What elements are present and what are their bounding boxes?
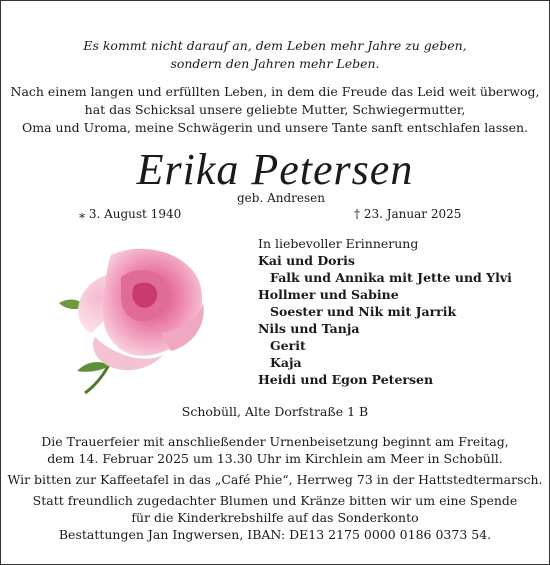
intro-line: Nach einem langen und erfüllten Leben, in dem die Freude das Leid weit überwog, xyxy=(10,84,540,99)
maiden-name: geb. Andresen xyxy=(237,191,325,205)
family-member: Soester und Nik mit Jarrik xyxy=(270,304,457,319)
family-member: Nils und Tanja xyxy=(258,321,360,336)
coffee-paragraph xyxy=(1,471,549,488)
donation-line: Statt freundlich zugedachter Blumen und Kränze bitten wir um eine Spende xyxy=(32,493,518,508)
ceremony-paragraph xyxy=(1,433,549,467)
intro-text xyxy=(1,83,549,137)
family-member: Kaja xyxy=(270,355,302,370)
funeral-info xyxy=(1,433,549,547)
family-member: Hollmer und Sabine xyxy=(258,287,399,302)
family-lead: In liebevoller Erinnerung xyxy=(258,236,419,251)
intro-line: Oma und Uroma, meine Schwägerin und unsere Tante sanft entschlafen lassen. xyxy=(22,120,528,135)
death-date: † 23. Januar 2025 xyxy=(354,207,462,221)
quote-line: sondern den Jahren mehr Leben. xyxy=(170,56,380,71)
donation-paragraph xyxy=(1,492,549,543)
deceased-name: Erika Petersen xyxy=(136,145,414,194)
donation-line: Bestattungen Jan Ingwersen, IBAN: DE13 2175 0000 0186 0373 54. xyxy=(58,527,492,542)
address: Schobüll, Alte Dorfstraße 1 B xyxy=(181,404,369,419)
quote-line: Es kommt nicht darauf an, dem Leben mehr Jahre zu geben, xyxy=(83,38,467,53)
quote xyxy=(1,37,549,73)
family-list xyxy=(258,235,512,388)
donation-line: für die Kinderkrebshilfe auf das Sonderkonto xyxy=(131,510,419,525)
family-member: Falk und Annika mit Jette und Ylvi xyxy=(270,270,512,285)
family-member: Gerit xyxy=(270,338,306,353)
pink-rose-icon xyxy=(51,237,221,397)
ceremony-line: Die Trauerfeier mit anschließender Urnenbeisetzung beginnt am Freitag, xyxy=(41,434,509,449)
coffee-line: Wir bitten zur Kaffeetafel in das „Café Phie“, Herrweg 73 in der Hattstedtermarsch. xyxy=(7,472,543,487)
intro-line: hat das Schicksal unsere geliebte Mutter, Schwiegermutter, xyxy=(84,102,466,117)
family-member: Heidi und Egon Petersen xyxy=(258,372,434,387)
family-member: Kai und Doris xyxy=(258,253,355,268)
birth-date: ⁎ 3. August 1940 xyxy=(79,207,182,221)
ceremony-line: dem 14. Februar 2025 um 13.30 Uhr im Kirchlein am Meer in Schobüll. xyxy=(47,451,503,466)
